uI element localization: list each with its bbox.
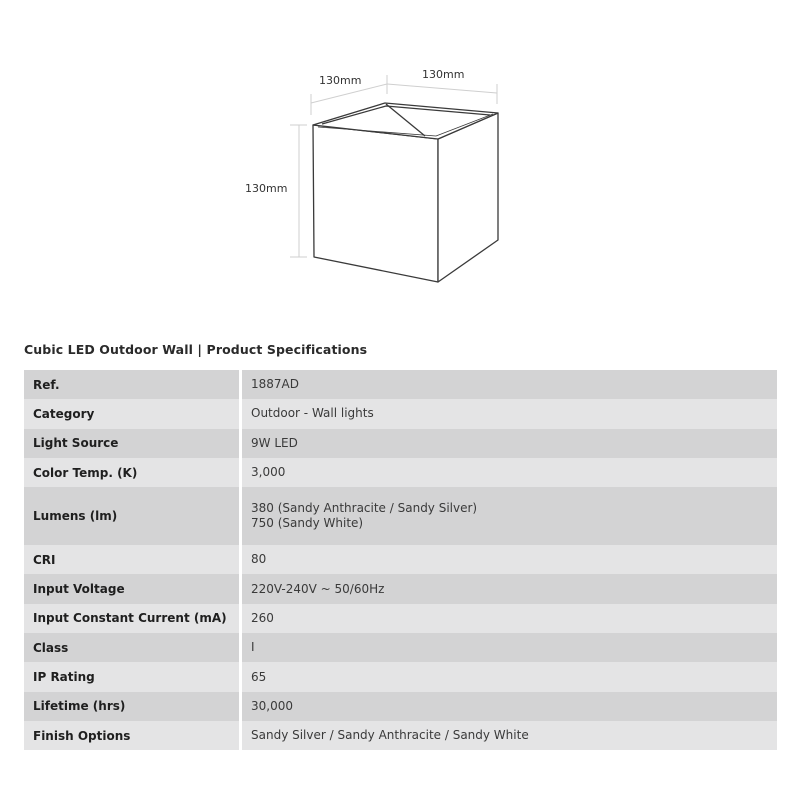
depth-dimension-label: 130mm bbox=[319, 74, 362, 87]
spec-value-line: 65 bbox=[251, 669, 267, 684]
spec-value bbox=[241, 545, 778, 574]
product-dimension-diagram bbox=[0, 0, 800, 320]
spec-row bbox=[24, 604, 777, 633]
spec-label: Color Temp. (K) bbox=[24, 458, 241, 487]
spec-value bbox=[241, 429, 778, 458]
spec-label: Class bbox=[24, 633, 241, 662]
spec-label: Lumens (lm) bbox=[24, 487, 241, 545]
spec-label: Ref. bbox=[24, 370, 241, 399]
spec-row bbox=[24, 429, 777, 458]
spec-value bbox=[241, 604, 778, 633]
width-dimension-line bbox=[387, 84, 497, 93]
spec-value-line: I bbox=[251, 640, 255, 655]
spec-value-line: 30,000 bbox=[251, 698, 293, 713]
spec-value-line: 80 bbox=[251, 552, 267, 567]
spec-value bbox=[241, 399, 778, 428]
spec-label: CRI bbox=[24, 545, 241, 574]
spec-label: Finish Options bbox=[24, 721, 241, 750]
spec-label: Lifetime (hrs) bbox=[24, 692, 241, 721]
spec-row bbox=[24, 545, 777, 574]
spec-value-line: 1887AD bbox=[251, 377, 299, 392]
spec-label: IP Rating bbox=[24, 662, 241, 691]
spec-table-title: Cubic LED Outdoor Wall | Product Specifications bbox=[24, 342, 368, 357]
spec-value-line: Outdoor - Wall lights bbox=[251, 406, 374, 421]
spec-row bbox=[24, 633, 777, 662]
spec-row bbox=[24, 721, 777, 750]
spec-row bbox=[24, 399, 777, 428]
spec-label: Category bbox=[24, 399, 241, 428]
height-dimension-label: 130mm bbox=[245, 182, 288, 195]
spec-row bbox=[24, 692, 777, 721]
spec-row bbox=[24, 458, 777, 487]
spec-row bbox=[24, 487, 777, 545]
spec-label: Input Constant Current (mA) bbox=[24, 604, 241, 633]
spec-value-line: 380 (Sandy Anthracite / Sandy Silver) bbox=[251, 501, 478, 516]
spec-value bbox=[241, 692, 778, 721]
spec-value bbox=[241, 370, 778, 399]
spec-row bbox=[24, 370, 777, 399]
spec-value-line: Sandy Silver / Sandy Anthracite / Sandy White bbox=[251, 728, 529, 743]
product-spec-table bbox=[24, 370, 777, 750]
spec-value bbox=[241, 574, 778, 603]
spec-value-line: 9W LED bbox=[251, 435, 298, 450]
spec-value bbox=[241, 633, 778, 662]
spec-row bbox=[24, 662, 777, 691]
spec-value-line: 3,000 bbox=[251, 465, 286, 480]
spec-value bbox=[241, 487, 778, 545]
spec-row bbox=[24, 574, 777, 603]
cube-drawing bbox=[313, 103, 498, 282]
cube-right-face bbox=[438, 113, 498, 282]
spec-value bbox=[241, 662, 778, 691]
cube-front-face bbox=[313, 125, 438, 282]
width-dimension-label: 130mm bbox=[422, 68, 465, 81]
spec-value-line: 750 (Sandy White) bbox=[251, 516, 364, 531]
spec-value bbox=[241, 721, 778, 750]
spec-label: Input Voltage bbox=[24, 574, 241, 603]
spec-label: Light Source bbox=[24, 429, 241, 458]
spec-value bbox=[241, 458, 778, 487]
spec-value-line: 220V-240V ~ 50/60Hz bbox=[251, 581, 385, 596]
spec-value-line: 260 bbox=[251, 610, 274, 625]
